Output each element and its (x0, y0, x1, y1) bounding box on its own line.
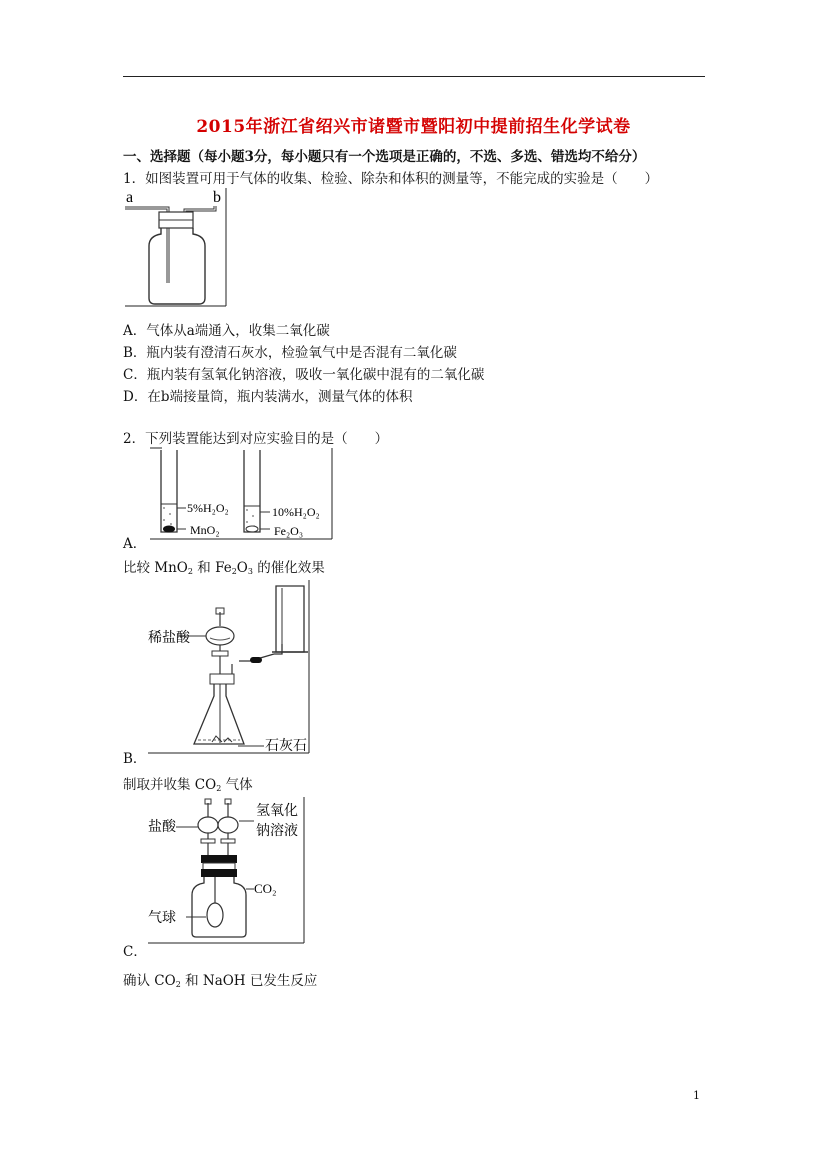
q2-figure-b (146, 578, 316, 756)
q1-option-d: D．在b端接量筒，瓶内装满水，测量气体的体积 (123, 389, 413, 405)
q1-option-b: B．瓶内装有澄清石灰水，检验氧气中是否混有二氧化碳 (123, 345, 457, 361)
q2-option-c-caption: 确认 $CO_2$ 和 NaOH 已发生反应 (123, 973, 318, 989)
q2-option-b-caption: 制取并收集 $CO_2$ 气体 (123, 777, 253, 793)
q1-label-b: b (213, 189, 221, 206)
fig-a-label-10pct-h2o2: 10%H₂O₂ (272, 505, 320, 519)
q1-option-a: A．气体从a端通入，收集二氧化碳 (123, 323, 330, 339)
q1-option-c: C．瓶内装有氢氧化钠溶液，吸收一氧化碳中混有的二氧化碳 (123, 367, 485, 383)
fig-c-label-naoh-2: 钠溶液 (256, 824, 298, 839)
fe2o3-solid (246, 526, 258, 532)
fig-c-label-naoh-1: 氢氧化 (256, 804, 298, 819)
q2-option-c-label: C． (123, 944, 147, 960)
q1-stem: 1．如图装置可用于气体的收集、检验、除杂和体积的测量等，不能完成的实验是（ ） (123, 171, 659, 187)
fig-c-label-co2: CO₂ (254, 881, 277, 896)
q2-figure-a (148, 446, 336, 542)
fig-b-label-limestone: 石灰石 (265, 739, 307, 754)
balloon-shape (207, 903, 223, 927)
q1-label-a: a (126, 189, 134, 206)
fig-b-label-dilute-hcl: 稀盐酸 (148, 631, 190, 646)
fig-c-label-balloon: 气球 (148, 911, 176, 926)
mno2-solid (163, 526, 175, 533)
q1-gas-bottle-figure (123, 188, 233, 310)
fig-a-label-fe2o3: Fe₂O₃ (274, 524, 304, 538)
fig-a-label-5pct-h2o2: 5%H₂O₂ (187, 501, 229, 515)
page-title: 2015年浙江省绍兴市诸暨市暨阳初中提前招生化学试卷 (196, 117, 631, 137)
q2-figure-c (146, 795, 308, 947)
section-heading: 一、选择题（每小题3分，每小题只有一个选项是正确的，不选、多选、错选均不给分） (123, 149, 646, 165)
q2-option-b-label: B． (123, 751, 147, 767)
page-number: 1 (693, 1089, 700, 1102)
header-rule (123, 76, 705, 77)
fig-a-label-mno2: MnO₂ (190, 523, 220, 537)
q2-option-a-caption: 比较 MnO$_2$ 和 $Fe_2O_3$ 的催化效果 (123, 560, 325, 576)
fig-c-label-hcl: 盐酸 (148, 820, 176, 835)
q2-stem: 2．下列装置能达到对应实验目的是（ ） (123, 431, 389, 447)
q2-option-a-label: A． (123, 536, 147, 552)
